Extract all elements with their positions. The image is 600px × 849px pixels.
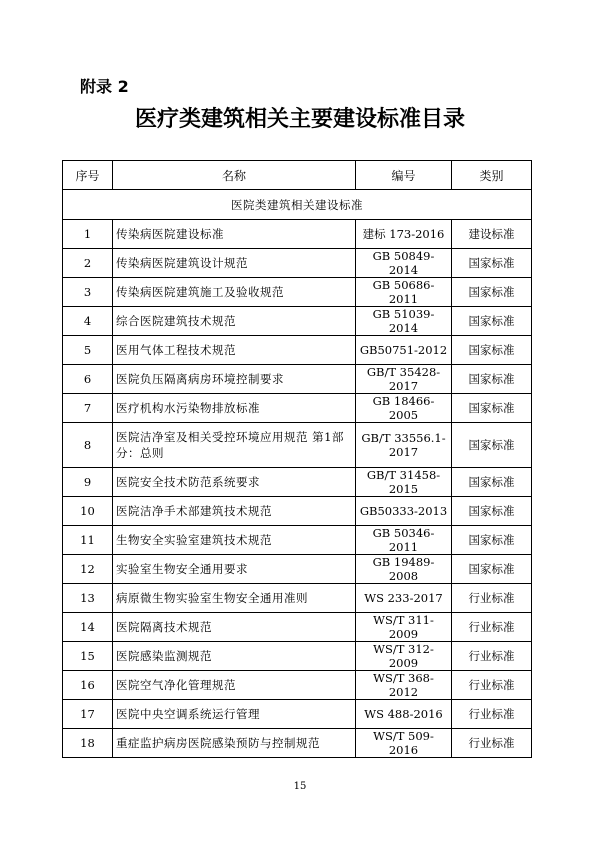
row-number: 18 [63,729,113,758]
row-code: GB/T 31458-2015 [356,468,452,497]
row-code: 建标 173-2016 [356,220,452,249]
row-code: WS 233-2017 [356,584,452,613]
row-code: GB50751-2012 [356,336,452,365]
row-number: 2 [63,249,113,278]
row-number: 5 [63,336,113,365]
row-name: 医院中央空调系统运行管理 [113,700,356,729]
row-name: 医院负压隔离病房环境控制要求 [113,365,356,394]
row-category: 行业标准 [452,729,532,758]
row-category: 国家标准 [452,336,532,365]
row-name: 医疗机构水污染物排放标准 [113,394,356,423]
row-category: 行业标准 [452,613,532,642]
row-category: 国家标准 [452,555,532,584]
row-number: 15 [63,642,113,671]
row-name: 医院安全技术防范系统要求 [113,468,356,497]
row-code: GB 19489-2008 [356,555,452,584]
row-name: 医院隔离技术规范 [113,613,356,642]
header-code: 编号 [356,161,452,190]
row-number: 8 [63,423,113,468]
row-category: 行业标准 [452,671,532,700]
row-name: 重症监护病房医院感染预防与控制规范 [113,729,356,758]
row-number: 7 [63,394,113,423]
row-name: 医院空气净化管理规范 [113,671,356,700]
row-number: 9 [63,468,113,497]
row-name: 实验室生物安全通用要求 [113,555,356,584]
row-code: WS/T 311-2009 [356,613,452,642]
table-row [63,555,532,584]
row-name: 医院洁净手术部建筑技术规范 [113,497,356,526]
table-row [63,336,532,365]
row-category: 国家标准 [452,497,532,526]
row-name: 生物安全实验室建筑技术规范 [113,526,356,555]
row-number: 3 [63,278,113,307]
row-category: 国家标准 [452,307,532,336]
row-number: 1 [63,220,113,249]
row-category: 国家标准 [452,365,532,394]
header-name: 名称 [113,161,356,190]
row-number: 6 [63,365,113,394]
table-header-row [63,161,532,190]
page-number: 15 [293,781,307,792]
table-row [63,613,532,642]
row-category: 行业标准 [452,642,532,671]
row-code: GB 18466-2005 [356,394,452,423]
header-category: 类别 [452,161,532,190]
row-code: GB 51039-2014 [356,307,452,336]
header-number: 序号 [63,161,113,190]
row-code: WS/T 509-2016 [356,729,452,758]
row-code: GB/T 35428-2017 [356,365,452,394]
row-code: GB 50346-2011 [356,526,452,555]
row-number: 4 [63,307,113,336]
row-number: 16 [63,671,113,700]
row-category: 国家标准 [452,468,532,497]
table-row [63,423,532,468]
row-category: 国家标准 [452,249,532,278]
row-name: 医院洁净室及相关受控环境应用规范 第1部分：总则 [113,423,356,468]
row-code: WS 488-2016 [356,700,452,729]
row-number: 12 [63,555,113,584]
table-row [63,468,532,497]
table-row [63,497,532,526]
table-row [63,642,532,671]
table-row [63,220,532,249]
row-category: 建设标准 [452,220,532,249]
row-category: 国家标准 [452,278,532,307]
row-number: 14 [63,613,113,642]
row-number: 11 [63,526,113,555]
table-row [63,394,532,423]
appendix-label: 附录 2 [80,77,129,96]
row-name: 病原微生物实验室生物安全通用准则 [113,584,356,613]
row-name: 传染病医院建设标准 [113,220,356,249]
row-number: 10 [63,497,113,526]
table-row [63,307,532,336]
row-category: 国家标准 [452,394,532,423]
row-code: WS/T 368-2012 [356,671,452,700]
row-name: 医院感染监测规范 [113,642,356,671]
section-row [63,190,532,220]
table-row [63,584,532,613]
table-row [63,278,532,307]
standards-table [62,160,532,758]
row-code: GB 50849-2014 [356,249,452,278]
row-code: GB50333-2013 [356,497,452,526]
row-number: 13 [63,584,113,613]
row-name: 传染病医院建筑施工及验收规范 [113,278,356,307]
row-name: 医用气体工程技术规范 [113,336,356,365]
table-row [63,729,532,758]
table-row [63,365,532,394]
row-name: 传染病医院建筑设计规范 [113,249,356,278]
row-category: 行业标准 [452,584,532,613]
table-row [63,526,532,555]
row-category: 行业标准 [452,700,532,729]
row-code: GB/T 33556.1-2017 [356,423,452,468]
row-category: 国家标准 [452,526,532,555]
row-code: WS/T 312-2009 [356,642,452,671]
row-code: GB 50686-2011 [356,278,452,307]
table-row [63,671,532,700]
row-name: 综合医院建筑技术规范 [113,307,356,336]
row-number: 17 [63,700,113,729]
section-title: 医院类建筑相关建设标准 [63,190,532,220]
row-category: 国家标准 [452,423,532,468]
page-title: 医疗类建筑相关主要建设标准目录 [134,107,465,132]
table-row [63,249,532,278]
table-row [63,700,532,729]
